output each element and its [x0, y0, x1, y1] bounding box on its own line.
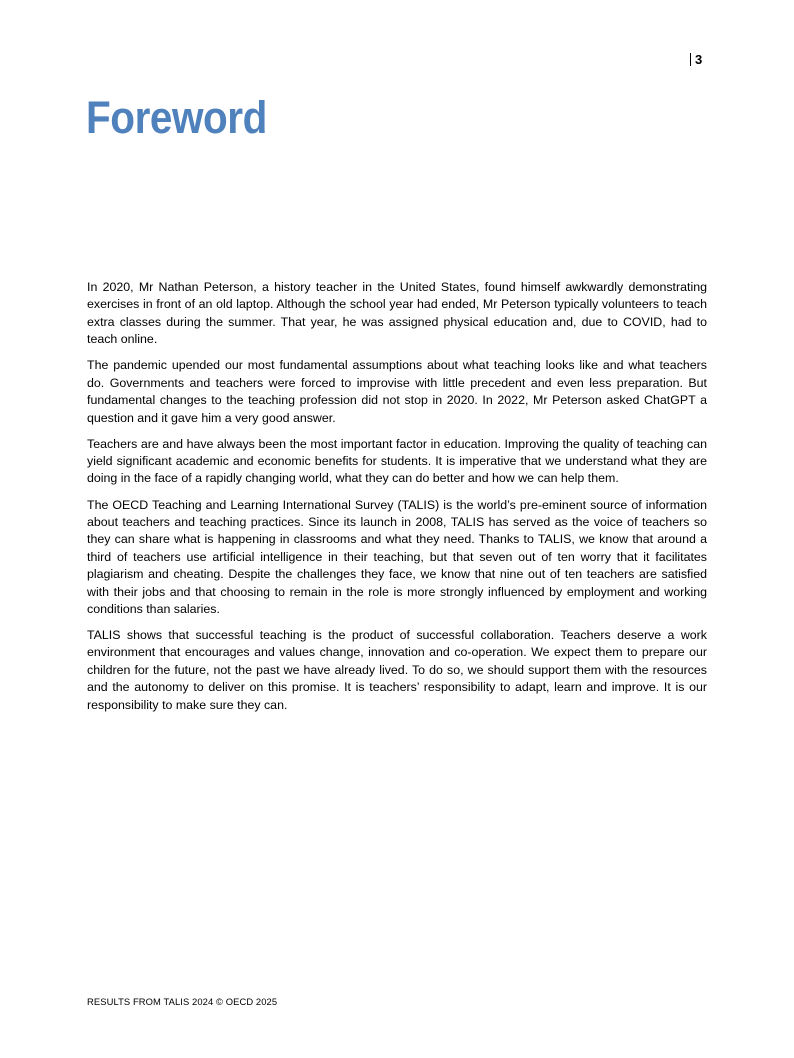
page-number [690, 52, 702, 68]
paragraph: The OECD Teaching and Learning International Survey (TALIS) is the world’s pre-eminent source of information about teachers and teaching practices. Since its launch in 2008, TALIS has served as the voice of teachers so they can share what is happening in classrooms and what they need. Thanks to TALIS, we know that around a third of teachers use artificial intelligence in their teaching, but that seven out of ten worry that it facilitates plagiarism and cheating. Despite the challenges they face, we know that nine out of ten teachers are satisfied with their jobs and that choosing to remain in the role is more strongly influenced by employment and working conditions than salaries. [87, 497, 707, 616]
paragraph: Teachers are and have always been the most important factor in education. Improving the quality of teaching can yield significant academic and economic benefits for students. It is imperative that we understand what they are doing in the face of a rapidly changing world, what they can do better and how we can help them. [87, 436, 707, 486]
paragraph: In 2020, Mr Nathan Peterson, a history teacher in the United States, found himself awkwardly demonstrating exercises in front of an old laptop. Although the school year had ended, Mr Peterson typically volunteers to teach extra classes during the summer. That year, he was assigned physical education and, due to COVID, had to teach online. [87, 280, 707, 347]
page-number-divider [690, 53, 691, 66]
paragraph: The pandemic upended our most fundamental assumptions about what teaching looks like and what teachers do. Governments and teachers were forced to improvise with little precedent and even less preparation. But fundamental changes to the teaching profession did not stop in 2020. In 2022, Mr Peterson asked ChatGPT a question and it gave him a very good answer. [87, 358, 707, 425]
page-title: Foreword [86, 92, 267, 143]
paragraph: TALIS shows that successful teaching is the product of successful collaboration. Teachers deserve a work environment that encourages and values change, innovation and co-operation. We expect them to prepare our children for the future, not the past we have already lived. To do so, we should support them with the resources and the autonomy to deliver on this promise. It is teachers’ responsibility to adapt, learn and improve. It is our responsibility to make sure they can. [87, 628, 707, 712]
page-footer: RESULTS FROM TALIS 2024 © OECD 2025 [87, 996, 278, 1007]
foreword-body [87, 279, 707, 723]
page-number-value: 3 [695, 52, 703, 67]
